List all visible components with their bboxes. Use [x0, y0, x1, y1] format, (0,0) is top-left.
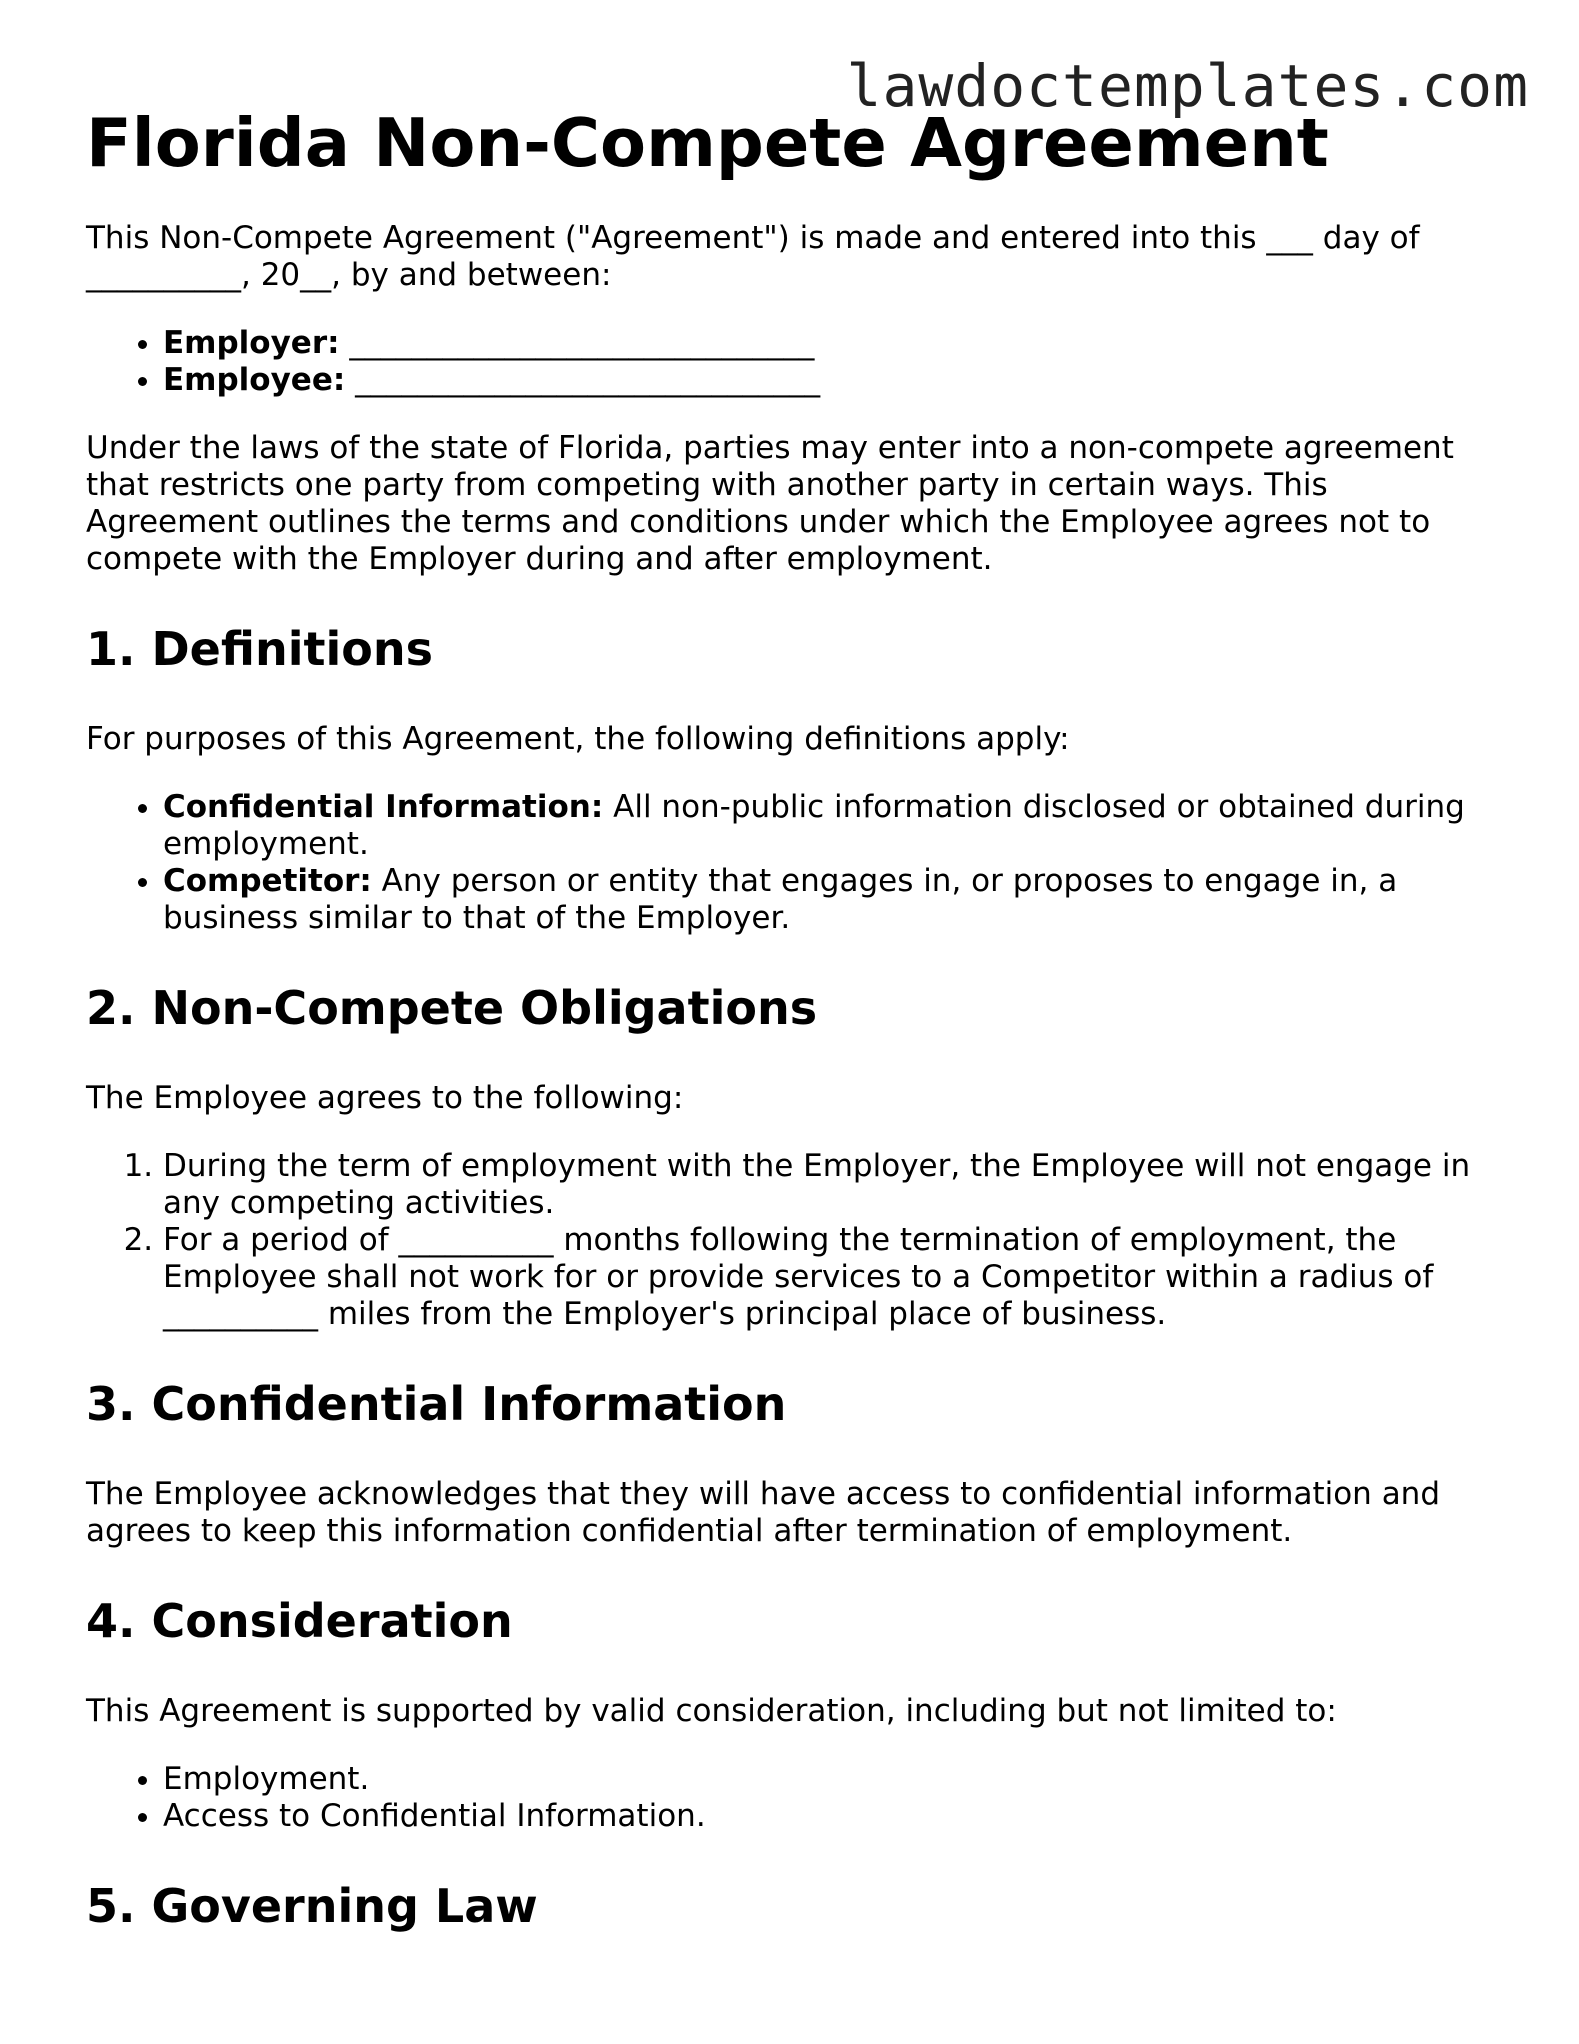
- list-item: [163, 325, 1486, 362]
- consideration-list: [86, 1761, 1486, 1835]
- watermark: lawdoctemplates.com: [846, 52, 1529, 120]
- list-item: 1. During the term of employment with the Employer, the Employee will not engage in any competing activities.: [163, 1148, 1486, 1222]
- section-heading-obligations: 2. Non-Compete Obligations: [86, 980, 818, 1035]
- party-blank: ______________________________: [345, 362, 821, 399]
- section-heading-confidential: 3. Confidential Information: [86, 1376, 787, 1431]
- intro-paragraph: This Non-Compete Agreement ("Agreement") is made and entered into this ___ day of __________, 20__, by and between:: [86, 220, 1420, 294]
- parties-list: [86, 325, 1486, 399]
- definition-term: Confidential Information:: [163, 788, 604, 825]
- definition-term: Competitor:: [163, 862, 372, 899]
- definitions-intro: For purposes of this Agreement, the following definitions apply:: [86, 720, 1070, 757]
- definition-text: Any person or entity that engages in, or proposes to engage in, a business similar to that of the Employer.: [163, 862, 1398, 936]
- list-item: • Employment.: [163, 1761, 1486, 1798]
- consideration-intro: This Agreement is supported by valid consideration, including but not limited to:: [86, 1692, 1337, 1729]
- party-label: Employer:: [163, 325, 340, 362]
- section-heading-consideration: 4. Consideration: [86, 1593, 513, 1648]
- definitions-list: [86, 789, 1486, 937]
- definition-text: All non-public information disclosed or obtained during employment.: [163, 788, 1465, 862]
- obligations-list: [86, 1148, 1486, 1333]
- party-label: Employee:: [163, 362, 346, 399]
- list-item: 2. For a period of __________ months following the termination of employment, the Employee shall not work for or provide services to a Competitor within a radius of __________ miles from the Employer's principal place of business.: [163, 1222, 1486, 1333]
- section-heading-definitions: 1. Definitions: [86, 622, 433, 677]
- page-title: Florida Non-Compete Agreement: [86, 104, 1329, 182]
- section-heading-governing-law: 5. Governing Law: [86, 1878, 538, 1933]
- obligations-intro: The Employee agrees to the following:: [86, 1079, 684, 1116]
- list-item: [163, 789, 1486, 863]
- list-item: [163, 863, 1486, 937]
- document-page: [86, 105, 1486, 1978]
- list-item: [163, 362, 1486, 399]
- party-blank: ______________________________: [339, 325, 815, 362]
- preamble-paragraph: Under the laws of the state of Florida, parties may enter into a non-compete agreement that restricts one party from competing with another party in certain ways. This Agreement outlines the terms and conditions under which the Employee agrees not to compete with the Employer during and after employment.: [86, 430, 1454, 578]
- confidential-paragraph: The Employee acknowledges that they will have access to confidential information and agrees to keep this information confidential after termination of employment.: [86, 1475, 1441, 1549]
- list-item: • Access to Confidential Information.: [163, 1798, 1486, 1835]
